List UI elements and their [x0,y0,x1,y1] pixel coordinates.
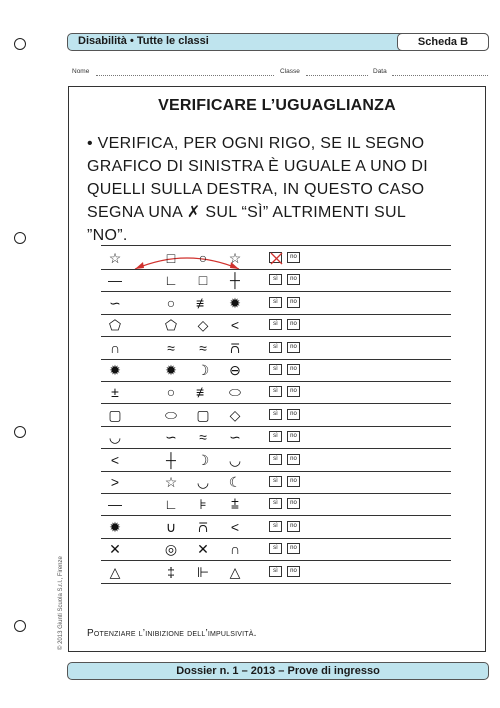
target-symbol: ☆ [108,250,122,266]
option-symbol: ≈ [199,339,207,356]
option-symbol: ⬭ [165,406,177,423]
target-symbol: ▢ [108,406,122,423]
table-row [101,561,451,584]
instruction-line: GRAFICO DI SINISTRA È UGUALE A UNO DI [87,158,428,175]
option-symbol: ◡ [228,451,242,468]
no-checkbox[interactable]: no [287,566,300,577]
option-symbol: ∟ [164,496,178,513]
yes-checkbox[interactable]: sì [269,566,282,577]
yes-checkbox[interactable]: sì [269,521,282,532]
option-symbol: ☽ [196,451,210,468]
yes-checkbox[interactable]: sì [269,342,282,353]
option-symbol: ✹ [165,362,177,378]
table-row [101,493,451,516]
option-symbol: ✕ [197,541,209,558]
option-symbol: ☾ [228,474,242,490]
option-symbol: ≈ [167,339,175,356]
table-row [101,404,451,427]
yes-checkbox[interactable]: sì [269,409,282,420]
table-row [101,381,451,404]
target-symbol: ± [111,384,119,401]
yes-checkbox[interactable] [269,252,282,263]
row-divider [101,583,451,584]
exercise-frame [68,86,486,652]
yes-checkbox[interactable]: sì [269,386,282,397]
option-symbol: ∪ [165,518,177,535]
option-symbol: ┼ [166,451,176,468]
option-symbol: □ [198,272,208,289]
option-symbol: ⬠ [164,317,178,334]
option-symbol: ∽ [229,429,241,446]
option-symbol: ∽ [165,429,177,446]
date-label: Data [373,68,387,75]
header-bar [67,33,489,51]
no-checkbox[interactable]: no [287,543,300,554]
class-label: Classe [280,68,300,75]
option-symbol: ┼ [230,272,240,289]
sheet-label: Scheda B [397,33,489,51]
no-checkbox[interactable]: no [287,342,300,353]
target-symbol: ⬠ [108,317,122,334]
target-symbol: ✹ [109,518,121,535]
instruction-line: • VERIFICA, PER OGNI RIGO, SE IL SEGNO [87,135,425,152]
table-row [101,247,451,270]
footer-bar: Dossier n. 1 – 2013 – Prove di ingresso [67,662,489,680]
option-symbol: ⊩ [196,563,210,580]
option-symbol: ≢ [196,384,210,401]
yes-checkbox[interactable]: sì [269,543,282,554]
table-row [101,516,451,539]
option-symbol: ≢ [196,294,210,311]
option-symbol: ≈ [199,429,207,446]
table-top-divider [101,245,451,246]
target-symbol: ∩ [109,339,121,356]
class-line[interactable] [306,75,368,76]
no-checkbox[interactable]: no [287,521,300,532]
footnote: Potenziare l’inibizione dell’impulsività. [87,628,257,639]
table-row [101,269,451,292]
option-symbol: □ [166,250,176,266]
yes-checkbox[interactable]: sì [269,454,282,465]
target-symbol: < [110,451,120,468]
yes-checkbox[interactable]: sì [269,498,282,509]
binder-hole [14,620,26,632]
option-symbol: ∟ [164,272,178,289]
no-checkbox[interactable]: no [287,364,300,375]
table-row [101,538,451,561]
no-checkbox[interactable]: no [287,319,300,330]
instruction [87,132,467,247]
table-row [101,449,451,472]
no-checkbox[interactable]: no [287,274,300,285]
option-symbol: ◇ [229,406,241,423]
table-row [101,426,451,449]
binder-hole [14,38,26,50]
option-symbol: ‡ [167,563,175,580]
table-row [101,471,451,494]
binder-hole [14,426,26,438]
option-symbol: ○ [166,384,176,401]
option-symbol: ⩃ [198,518,208,535]
target-symbol: ∽ [109,294,121,311]
yes-checkbox[interactable]: sì [269,319,282,330]
option-symbol: < [230,317,240,334]
yes-checkbox[interactable]: sì [269,364,282,375]
option-symbol: ✹ [229,294,241,311]
option-symbol: △ [229,563,241,580]
no-checkbox[interactable]: no [287,252,300,263]
no-checkbox[interactable]: no [287,498,300,509]
no-checkbox[interactable]: no [287,297,300,308]
target-symbol: △ [109,563,121,580]
yes-checkbox[interactable]: sì [269,274,282,285]
target-symbol: — [108,496,122,513]
no-checkbox[interactable]: no [287,431,300,442]
instruction-line: ”NO”. [87,227,128,244]
name-label: Nome [72,68,90,75]
table-row [101,337,451,360]
option-symbol: ▢ [196,406,210,423]
option-symbol: ☆ [164,474,178,490]
no-checkbox[interactable]: no [287,409,300,420]
table-row [101,359,451,382]
target-symbol: ✹ [109,362,121,378]
copyright: © 2013 Giunti Scuola S.r.l., Firenze [58,556,64,650]
option-symbol: ◎ [164,541,178,558]
no-checkbox[interactable]: no [287,386,300,397]
option-symbol: ⊧ [199,496,207,513]
target-symbol: — [108,272,122,289]
option-symbol: ◇ [197,317,209,334]
instruction-line: SEGNA UNA ✗ SUL “SÌ” ALTRIMENTI SUL [87,204,407,221]
table-row [101,292,451,315]
target-symbol: ✕ [109,541,121,558]
yes-checkbox[interactable]: sì [269,431,282,442]
yes-checkbox[interactable]: sì [269,476,282,487]
option-symbol: ∩ [229,541,241,558]
option-symbol: ○ [166,294,176,311]
no-checkbox[interactable]: no [287,454,300,465]
option-symbol: ⬭ [229,384,241,401]
option-symbol: ⩃ [230,339,240,356]
instruction-line: QUELLI SULLA DESTRA, IN QUESTO CASO [87,181,425,198]
option-symbol: ○ [198,250,208,266]
option-symbol: ☽ [196,362,210,378]
option-symbol: ⩲ [230,496,240,513]
no-checkbox[interactable]: no [287,476,300,487]
target-symbol: ◡ [108,429,122,446]
table-row [101,314,451,337]
cross-mark-icon [270,252,283,265]
date-line[interactable] [392,75,488,76]
yes-checkbox[interactable]: sì [269,297,282,308]
header-category: Disabilità • Tutte le classi [78,35,209,47]
target-symbol: > [110,474,120,490]
name-line[interactable] [96,75,274,76]
option-symbol: ◡ [196,474,210,490]
binder-hole [14,232,26,244]
option-symbol: ☆ [228,250,242,266]
exercise-title: VERIFICARE L’UGUAGLIANZA [158,97,396,114]
option-symbol: ⊖ [229,362,241,378]
option-symbol: < [230,518,240,535]
